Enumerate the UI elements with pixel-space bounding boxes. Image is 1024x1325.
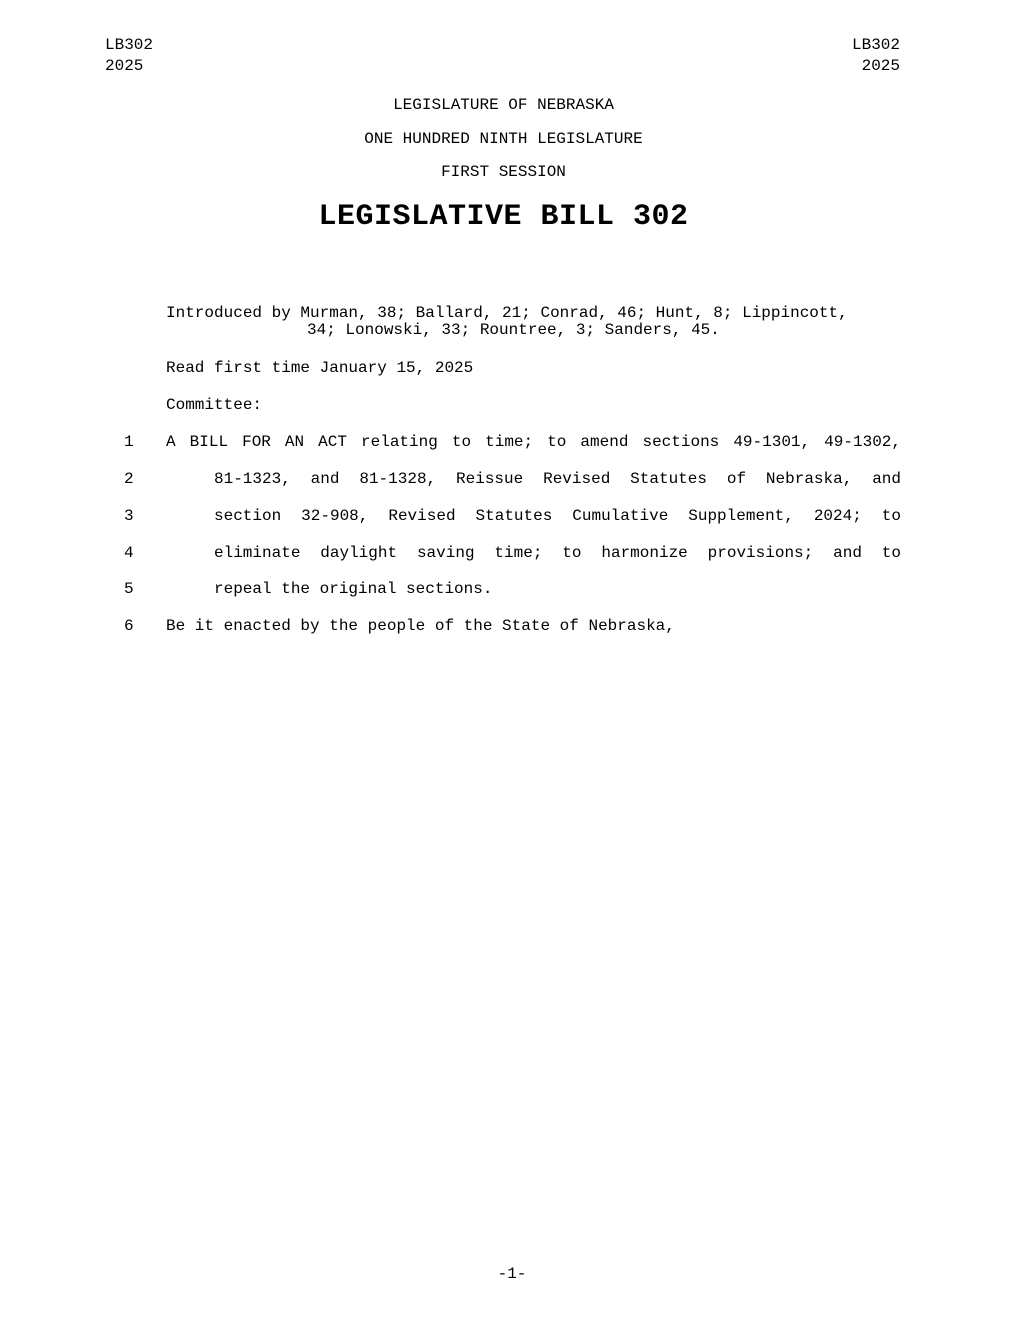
bill-id-left: LB302 [105,36,154,54]
legislature-heading: LEGISLATURE OF NEBRASKA [393,96,614,114]
header-left [105,35,153,77]
bill-line: section 32-908, Revised Statutes Cumulative Supplement, 2024; to [214,507,901,525]
committee-label: Committee: [166,396,263,414]
line-number: 2 [124,470,134,488]
session-heading: FIRST SESSION [441,163,566,181]
line-number: 4 [124,544,134,562]
bill-title: LEGISLATIVE BILL 302 [318,200,689,234]
bill-line: eliminate daylight saving time; to harmonize provisions; and to [214,544,901,562]
bill-line: A BILL FOR AN ACT relating to time; to amend sections 49-1301, 49-1302, [166,433,901,451]
line-number: 3 [124,507,134,525]
line-number: 5 [124,580,134,598]
year-left: 2025 [105,57,144,75]
year-right: 2025 [861,57,900,75]
enacting-clause: Be it enacted by the people of the State of Nebraska, [166,617,675,635]
introduced-by-line1: Introduced by Murman, 38; Ballard, 21; Conrad, 46; Hunt, 8; Lippincott, [166,304,848,322]
introduced-by-line2: 34; Lonowski, 33; Rountree, 3; Sanders, 45. [307,321,720,339]
session-number-heading: ONE HUNDRED NINTH LEGISLATURE [364,130,643,148]
header-right [852,35,900,77]
introduced-by [166,305,906,339]
line-number: 6 [124,617,134,635]
read-first-time: Read first time January 15, 2025 [166,359,474,377]
bill-id-right: LB302 [851,36,900,54]
line-number: 1 [124,433,134,451]
bill-line: repeal the original sections. [214,580,493,598]
page-number: -1- [497,1265,527,1283]
bill-line: 81-1323, and 81-1328, Reissue Revised Statutes of Nebraska, and [214,470,901,488]
